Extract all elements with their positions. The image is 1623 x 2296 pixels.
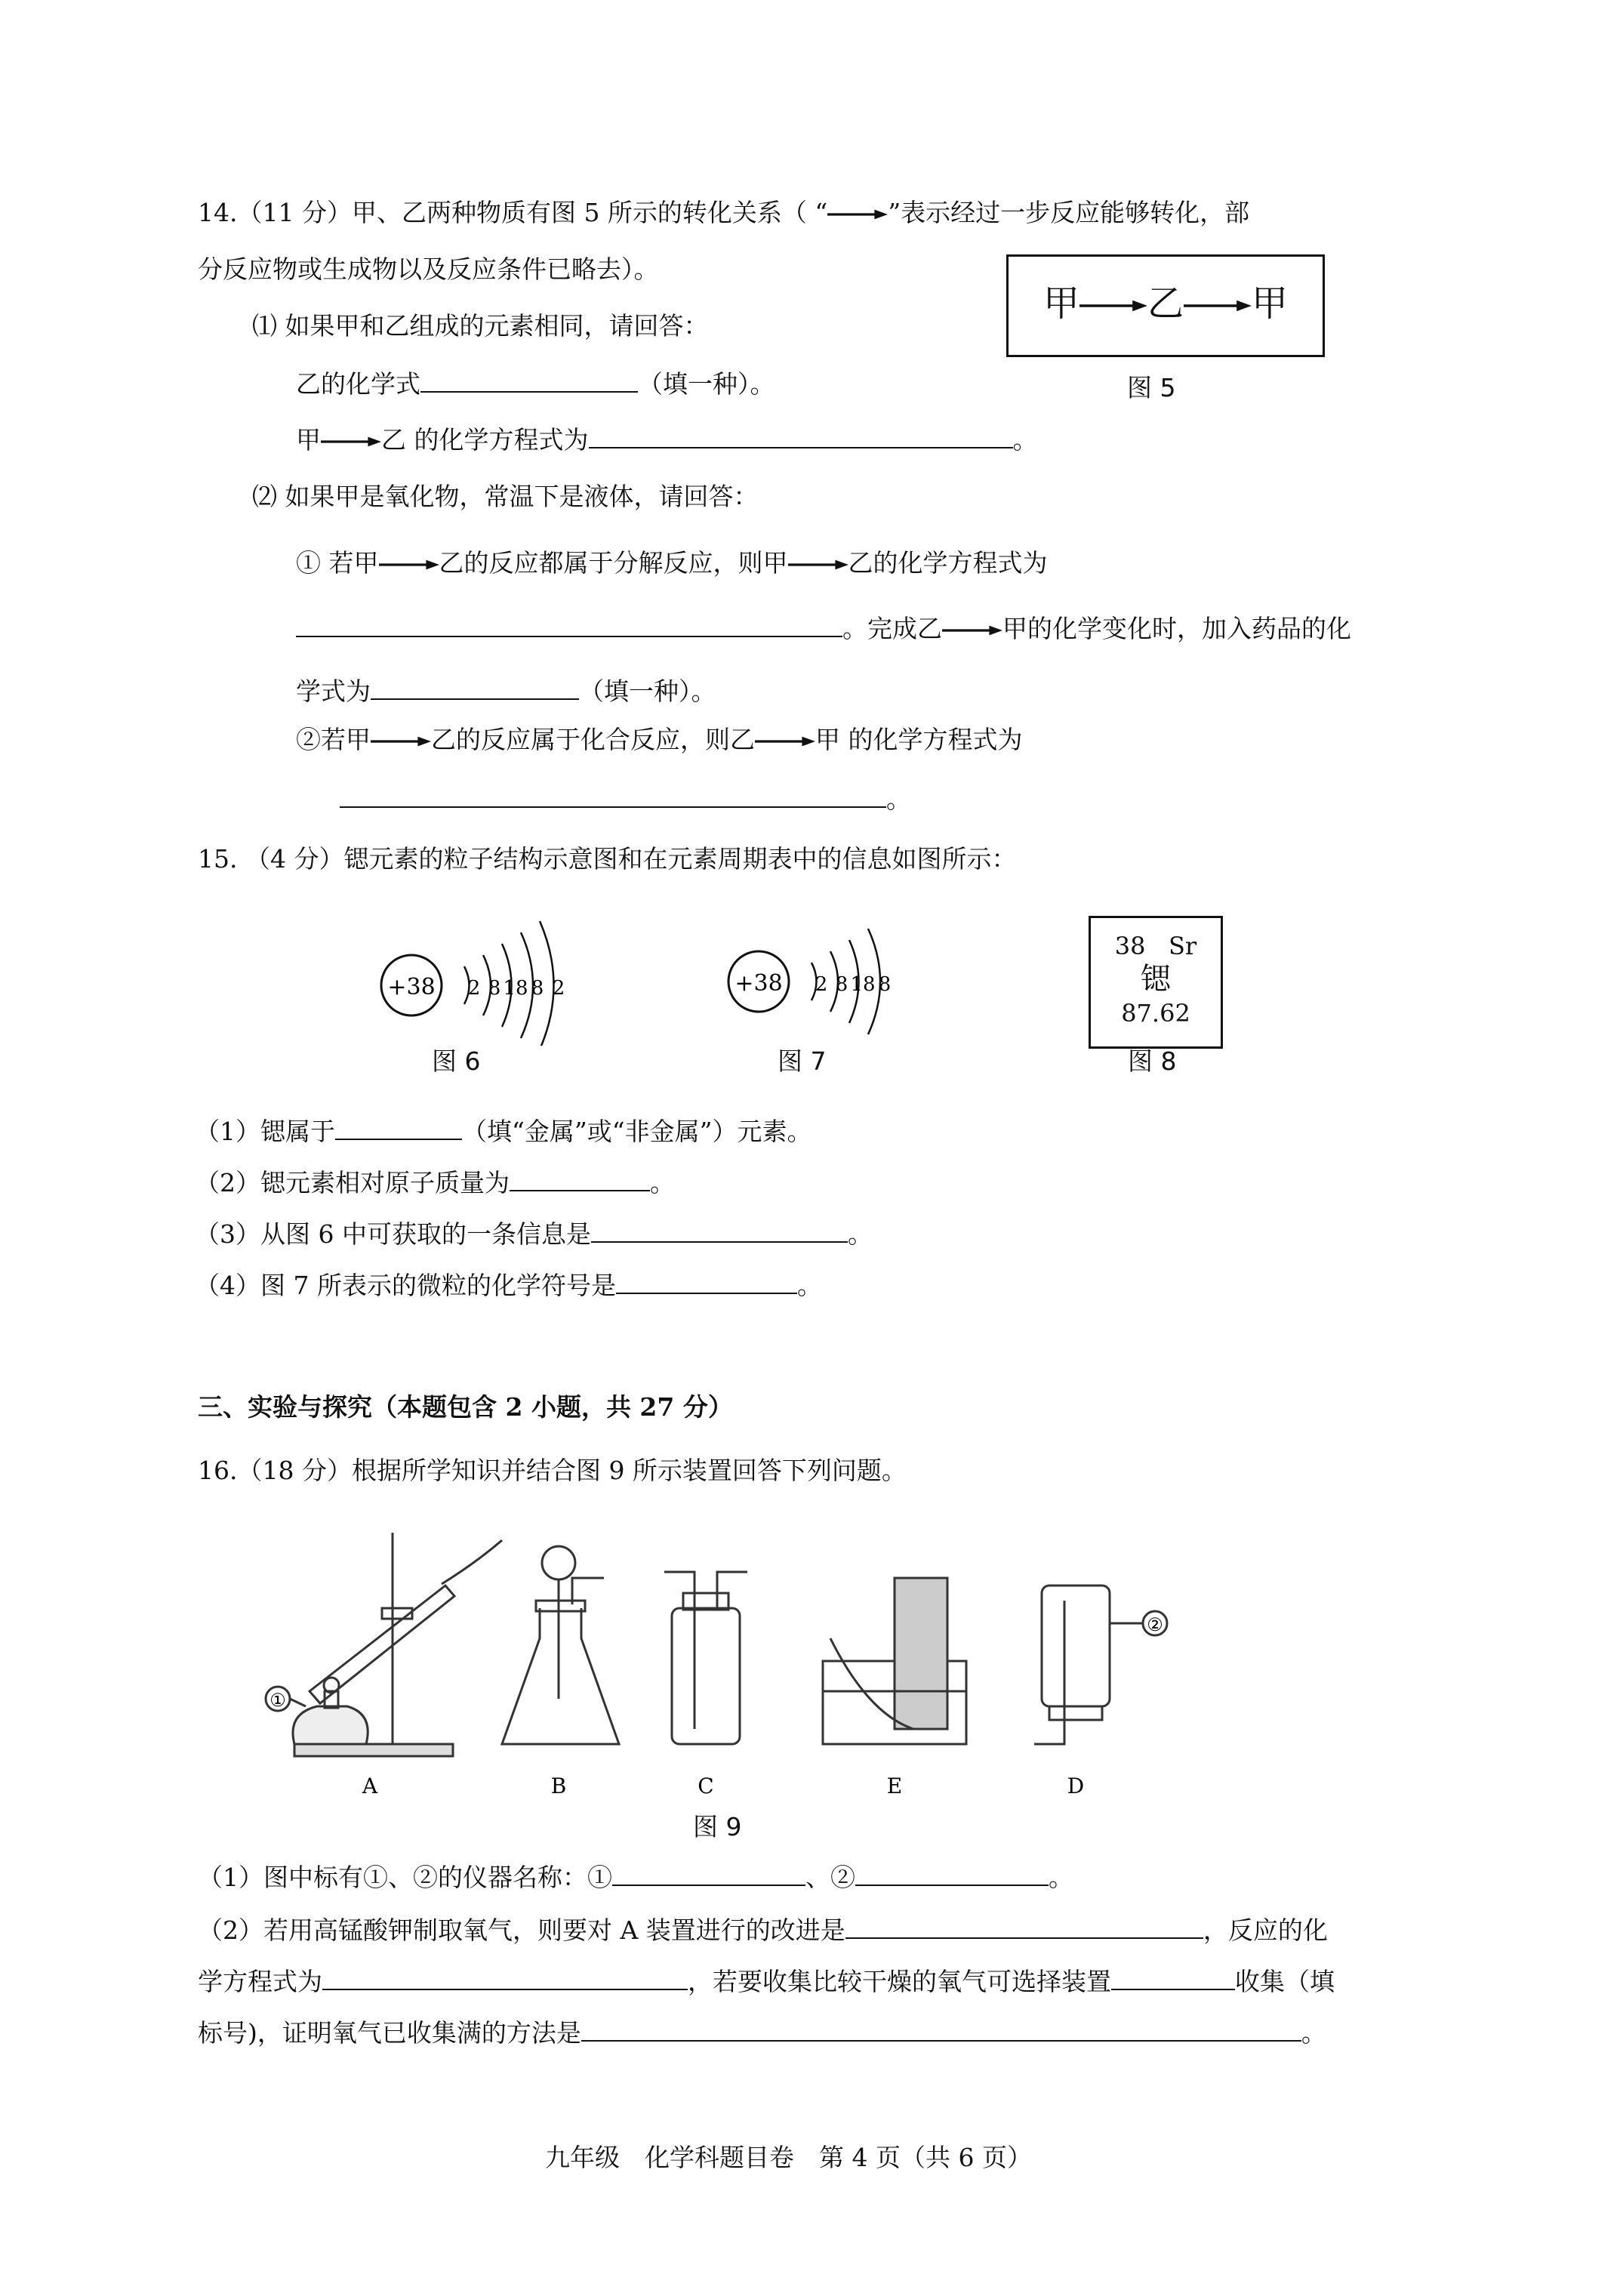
q16-sub2 [198, 1915, 1328, 1946]
section-3-title: 三、实验与探究（本题包含 2 小题，共 27 分） [198, 1392, 733, 1422]
marker-2: ② [1147, 1614, 1163, 1635]
figure-9-caption: 图 9 [693, 1812, 742, 1841]
q14-part2b-mid: 。完成乙 [842, 614, 942, 643]
element-name: 锶 [1141, 962, 1171, 997]
figure-6-atom-diagram [377, 902, 604, 1046]
atomic-number: 38 [1114, 932, 1146, 960]
q15-title: 15. （4 分）锶元素的粒子结构示意图和在元素周期表中的信息如图所示： [198, 844, 1017, 874]
figure-9-apparatus [249, 1518, 1230, 1804]
q16-sub1 [198, 1862, 1073, 1893]
q16-sub2b-post: 收集（填 [1235, 1967, 1335, 1996]
q16-sub1-mid: 、② [805, 1863, 855, 1892]
figure-8-periodic-cell [1089, 916, 1223, 1049]
arrow-icon [379, 557, 439, 572]
shell-count: 2 [815, 973, 828, 996]
q15-sub1 [195, 1116, 812, 1147]
apparatus-a [266, 1533, 502, 1756]
q16-sub2b [198, 1966, 1335, 1997]
q14-part2e [340, 784, 911, 815]
shell-count: 8 [835, 973, 848, 996]
shell-count: 18 [503, 977, 528, 1000]
q14-line1-text-b: ”表示经过一步反应能够转化，部 [888, 198, 1250, 227]
figure-7-ion-diagram [725, 898, 921, 1042]
q14-line1-text: 14.（11 分）甲、乙两种物质有图 5 所示的转化关系（ “ [198, 198, 828, 227]
q16-title: 16.（18 分）根据所学知识并结合图 9 所示装置回答下列问题。 [198, 1456, 907, 1485]
answer-blank[interactable] [855, 1862, 1049, 1886]
q14-part1a-post: （填一种）。 [638, 369, 775, 399]
q15-sub3 [195, 1219, 873, 1250]
q14-part2b-post: 甲的化学变化时，加入药品的化 [1002, 614, 1351, 643]
q14-part1: ⑴ 如果甲和乙组成的元素相同，请回答： [252, 311, 709, 341]
element-number-symbol [1091, 932, 1221, 960]
q16-sub2c [198, 2017, 1326, 2048]
fig5-node-c: 甲 [1252, 282, 1289, 325]
q14-part2b [296, 613, 1351, 644]
q14-part2a-post: 乙的化学方程式为 [848, 548, 1048, 578]
apparatus-label: C [698, 1774, 714, 1798]
q15-sub4-pre: （4）图 7 所表示的微粒的化学符号是 [195, 1271, 616, 1300]
apparatus-e [823, 1578, 966, 1744]
fig5-node-b: 乙 [1147, 282, 1184, 325]
apparatus-label: B [550, 1774, 567, 1798]
q16-sub2-pre: （2）若用高锰酸钾制取氧气，则要对 A 装置进行的改进是 [198, 1915, 845, 1945]
figure-8-caption: 图 8 [1128, 1046, 1177, 1076]
q16-sub1-post: 。 [1049, 1863, 1073, 1892]
q14-part2e-post: 。 [886, 784, 911, 814]
apparatus-c [664, 1572, 747, 1744]
apparatus-label: D [1067, 1774, 1085, 1798]
arrow-icon [1079, 297, 1147, 314]
q15-sub3-post: 。 [847, 1219, 873, 1249]
figure-5-caption: 图 5 [1127, 373, 1176, 402]
q14-part1b-post: 。 [1012, 425, 1038, 455]
arrow-icon [1184, 297, 1252, 314]
shell-count: 18 [850, 973, 876, 996]
q14-part2d-mid: 乙的反应属于化合反应，则乙 [431, 725, 755, 754]
answer-blank[interactable] [581, 2017, 1301, 2042]
q16-sub2b-pre: 学方程式为 [198, 1967, 322, 1996]
fig5-node-a: 甲 [1042, 282, 1079, 325]
apparatus-label: A [362, 1774, 378, 1798]
q15-sub4-post: 。 [796, 1271, 822, 1300]
q14-part1b-pre: 甲 [296, 425, 321, 455]
answer-blank[interactable] [510, 1167, 650, 1191]
q15-sub4 [195, 1270, 822, 1301]
answer-blank[interactable] [616, 1270, 797, 1294]
figure-6-caption: 图 6 [432, 1046, 481, 1076]
nucleus-charge: +38 [387, 974, 436, 1000]
arrow-icon [788, 557, 848, 572]
q14-part2c-pre: 学式为 [296, 676, 371, 706]
q14-part1b-mid: 乙 的化学方程式为 [381, 425, 589, 455]
answer-blank[interactable] [589, 424, 1013, 448]
marker-1: ① [269, 1690, 286, 1711]
arrow-icon [827, 207, 888, 222]
atomic-mass: 87.62 [1121, 999, 1190, 1028]
q14-part2d-post: 甲 的化学方程式为 [815, 725, 1023, 754]
answer-blank[interactable] [322, 1966, 688, 1990]
arrow-icon [321, 434, 381, 449]
q14-part2a-mid: 乙的反应都属于分解反应，则甲 [439, 548, 788, 578]
arrow-icon [371, 734, 431, 749]
q14-part2: ⑵ 如果甲是氧化物，常温下是液体，请回答： [252, 482, 759, 511]
q14-part1a-pre: 乙的化学式 [296, 369, 420, 399]
shell-count: 8 [878, 973, 892, 996]
answer-blank[interactable] [340, 784, 886, 808]
q14-part2c [296, 676, 716, 707]
q14-part2d [296, 725, 1023, 755]
q14-line2: 分反应物或生成物以及反应条件已略去）。 [198, 254, 659, 284]
answer-blank[interactable] [420, 368, 638, 393]
shell-count: 8 [488, 977, 501, 1000]
q14-part2c-post: （填一种）。 [579, 676, 716, 706]
q15-sub1-pre: （1）锶属于 [195, 1117, 335, 1146]
answer-blank[interactable] [1111, 1966, 1235, 1990]
apparatus-label: E [886, 1774, 903, 1798]
q16-sub2-post: ，反应的化 [1203, 1915, 1328, 1945]
q15-sub2-pre: （2）锶元素相对原子质量为 [195, 1168, 510, 1197]
q14-line1 [198, 198, 1249, 228]
arrow-icon [755, 734, 815, 749]
q14-part2a [296, 548, 1048, 578]
q14-part2a-pre: ① 若甲 [296, 548, 379, 578]
q14-part1a [296, 368, 775, 399]
q16-sub2c-post: 。 [1301, 2018, 1326, 2048]
arrow-icon [942, 623, 1002, 638]
answer-blank[interactable] [612, 1862, 805, 1886]
q14-part1b [296, 424, 1038, 455]
q15-sub3-pre: （3）从图 6 中可获取的一条信息是 [195, 1219, 591, 1249]
q15-sub1-post: （填“金属”或“非金属”）元素。 [462, 1117, 812, 1146]
q15-sub2 [195, 1167, 675, 1198]
apparatus-b [502, 1546, 619, 1744]
q16-sub1-pre: （1）图中标有①、②的仪器名称：① [198, 1863, 612, 1892]
element-symbol: Sr [1169, 932, 1197, 960]
apparatus-d [1034, 1586, 1167, 1744]
q14-part2d-pre: ②若甲 [296, 725, 371, 754]
shell-count: 8 [531, 977, 544, 1000]
figure-5-diagram [1006, 281, 1325, 326]
figure-7-caption: 图 7 [778, 1046, 827, 1076]
answer-blank[interactable] [296, 613, 842, 637]
answer-blank[interactable] [335, 1116, 462, 1140]
q16-sub2c-pre: 标号)，证明氧气已收集满的方法是 [198, 2018, 581, 2048]
answer-blank[interactable] [591, 1219, 848, 1243]
nucleus-charge: +38 [735, 970, 783, 997]
answer-blank[interactable] [845, 1915, 1203, 1939]
q15-sub2-post: 。 [650, 1168, 675, 1197]
shell-count: 2 [552, 977, 565, 1000]
page-footer: 九年级 化学科题目卷 第 4 页（共 6 页） [545, 2143, 1032, 2172]
answer-blank[interactable] [371, 676, 579, 700]
shell-count: 2 [467, 977, 481, 1000]
q16-sub2b-mid: ，若要收集比较干燥的氧气可选择装置 [688, 1967, 1111, 1996]
